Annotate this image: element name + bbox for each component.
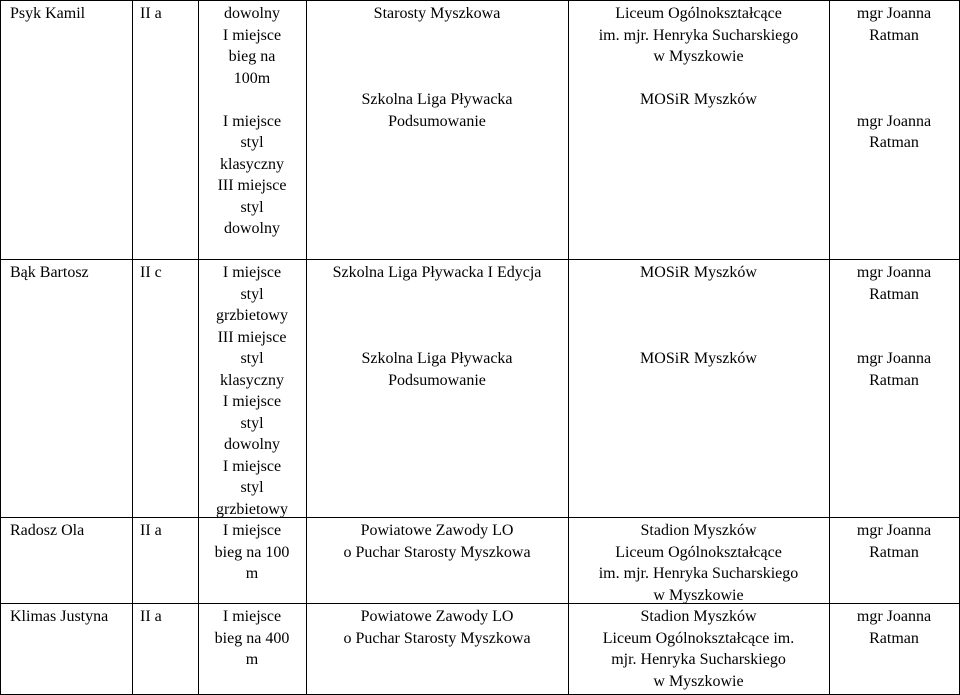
events-cell <box>306 606 568 649</box>
place-line: MOSiR Myszków <box>640 91 757 108</box>
result-line: dowolny <box>224 220 280 237</box>
teacher-line <box>829 46 959 68</box>
teachers-cell <box>829 520 959 563</box>
place-line: im. mjr. Henryka Sucharskiego <box>598 26 799 44</box>
result-line: grzbietowy <box>216 307 288 324</box>
student-class: II a <box>140 5 162 22</box>
events-cell <box>306 262 568 391</box>
teacher-line: Ratman <box>869 371 919 389</box>
result-line: styl <box>240 134 264 151</box>
column-divider <box>132 0 133 695</box>
teacher-line: mgr Joanna <box>856 522 932 539</box>
event-line: o Puchar Starosty Myszkowa <box>343 543 531 561</box>
teacher-line: Ratman <box>869 543 919 561</box>
student-class: II c <box>140 264 162 281</box>
event-line: Podsumowanie <box>388 112 486 130</box>
event-line: Starosty Myszkowa <box>373 5 501 22</box>
student-name: Klimas Justyna <box>10 608 109 625</box>
result-line: I miejsce <box>222 522 282 539</box>
event-line <box>306 46 568 68</box>
teacher-line: mgr Joanna <box>856 112 932 130</box>
place-line <box>568 68 829 90</box>
result-line: III miejsce <box>217 177 287 194</box>
events-cell <box>306 520 568 563</box>
result-line: m <box>245 565 259 582</box>
result-line: I miejsce <box>222 264 282 281</box>
event-line: Szkolna Liga Pływacka I Edycja <box>332 264 542 281</box>
teacher-line: mgr Joanna <box>856 264 932 281</box>
result-line: grzbietowy <box>216 500 288 518</box>
teacher-line <box>829 68 959 90</box>
result-line: bieg na 100 <box>214 543 290 561</box>
result-line: I miejsce <box>222 393 282 410</box>
teacher-line: mgr Joanna <box>856 608 932 625</box>
teacher-line <box>829 327 959 349</box>
places-cell <box>568 520 829 606</box>
teacher-line: mgr Joanna <box>856 350 932 367</box>
student-class: II a <box>140 522 162 539</box>
place-line: Liceum Ogólnokształcące <box>615 5 782 22</box>
places-cell <box>568 3 829 111</box>
places-cell <box>568 262 829 370</box>
teacher-line: Ratman <box>869 26 919 44</box>
result-line: dowolny <box>224 436 280 453</box>
student-class: II a <box>140 608 162 625</box>
result-line: bieg na <box>228 48 276 65</box>
result-line: dowolny <box>224 5 280 22</box>
result-line: styl <box>240 350 264 367</box>
event-line <box>306 305 568 327</box>
event-line: Szkolna Liga Pływacka <box>361 350 513 367</box>
result-line: m <box>245 651 259 668</box>
results-cell <box>198 262 306 520</box>
result-line: bieg na 400 <box>214 629 290 647</box>
result-line: I miejsce <box>222 112 282 130</box>
place-line: Stadion Myszków <box>640 522 757 539</box>
place-line <box>568 327 829 349</box>
result-line: I miejsce <box>222 26 282 44</box>
place-line: im. mjr. Henryka Sucharskiego <box>598 565 799 582</box>
event-line <box>306 68 568 90</box>
table-border-left <box>0 0 1 695</box>
event-line: Podsumowanie <box>388 371 486 389</box>
teachers-cell <box>829 3 959 154</box>
teacher-line: Ratman <box>869 285 919 303</box>
teachers-cell <box>829 606 959 649</box>
teacher-line <box>829 89 959 111</box>
event-line: Powiatowe Zawody LO <box>360 608 514 625</box>
teachers-cell <box>829 262 959 391</box>
place-line: MOSiR Myszków <box>640 264 757 281</box>
student-name: Radosz Ola <box>10 522 85 539</box>
results-cell <box>198 520 306 585</box>
result-line: styl <box>240 479 264 496</box>
row-divider <box>0 259 960 260</box>
result-line: klasyczny <box>220 371 284 389</box>
event-line: o Puchar Starosty Myszkowa <box>343 629 531 647</box>
result-line: styl <box>240 414 264 432</box>
teacher-line <box>829 305 959 327</box>
result-line: I miejsce <box>222 608 282 625</box>
place-line: w Myszkowie <box>653 586 744 604</box>
place-line: w Myszkowie <box>653 48 744 65</box>
place-line: Liceum Ogólnokształcące im. <box>602 629 795 647</box>
result-line: I miejsce <box>222 457 282 475</box>
event-line <box>306 327 568 349</box>
event-line <box>306 284 568 306</box>
place-line: w Myszkowie <box>653 672 744 690</box>
event-line <box>306 25 568 47</box>
events-cell <box>306 3 568 132</box>
result-line: III miejsce <box>217 328 287 346</box>
event-line: Powiatowe Zawody LO <box>360 522 514 539</box>
place-line <box>568 284 829 306</box>
result-line: klasyczny <box>220 155 284 173</box>
teacher-line: Ratman <box>869 629 919 647</box>
result-line <box>198 89 306 111</box>
place-line <box>568 305 829 327</box>
teacher-line: mgr Joanna <box>856 5 932 22</box>
places-cell <box>568 606 829 692</box>
event-line: Szkolna Liga Pływacka <box>361 91 513 108</box>
results-cell <box>198 3 306 240</box>
student-name: Psyk Kamil <box>10 5 86 22</box>
place-line: Liceum Ogólnokształcące <box>615 543 782 561</box>
row-divider <box>0 517 960 518</box>
teacher-line: Ratman <box>869 134 919 151</box>
place-line: MOSiR Myszków <box>640 350 757 367</box>
student-name: Bąk Bartosz <box>10 264 89 281</box>
place-line: Stadion Myszków <box>640 608 757 625</box>
table-border-top <box>0 0 960 1</box>
result-line: styl <box>240 285 264 303</box>
results-cell <box>198 606 306 671</box>
result-line: 100m <box>233 69 271 87</box>
place-line: mjr. Henryka Sucharskiego <box>611 651 786 668</box>
result-line: styl <box>240 198 264 216</box>
